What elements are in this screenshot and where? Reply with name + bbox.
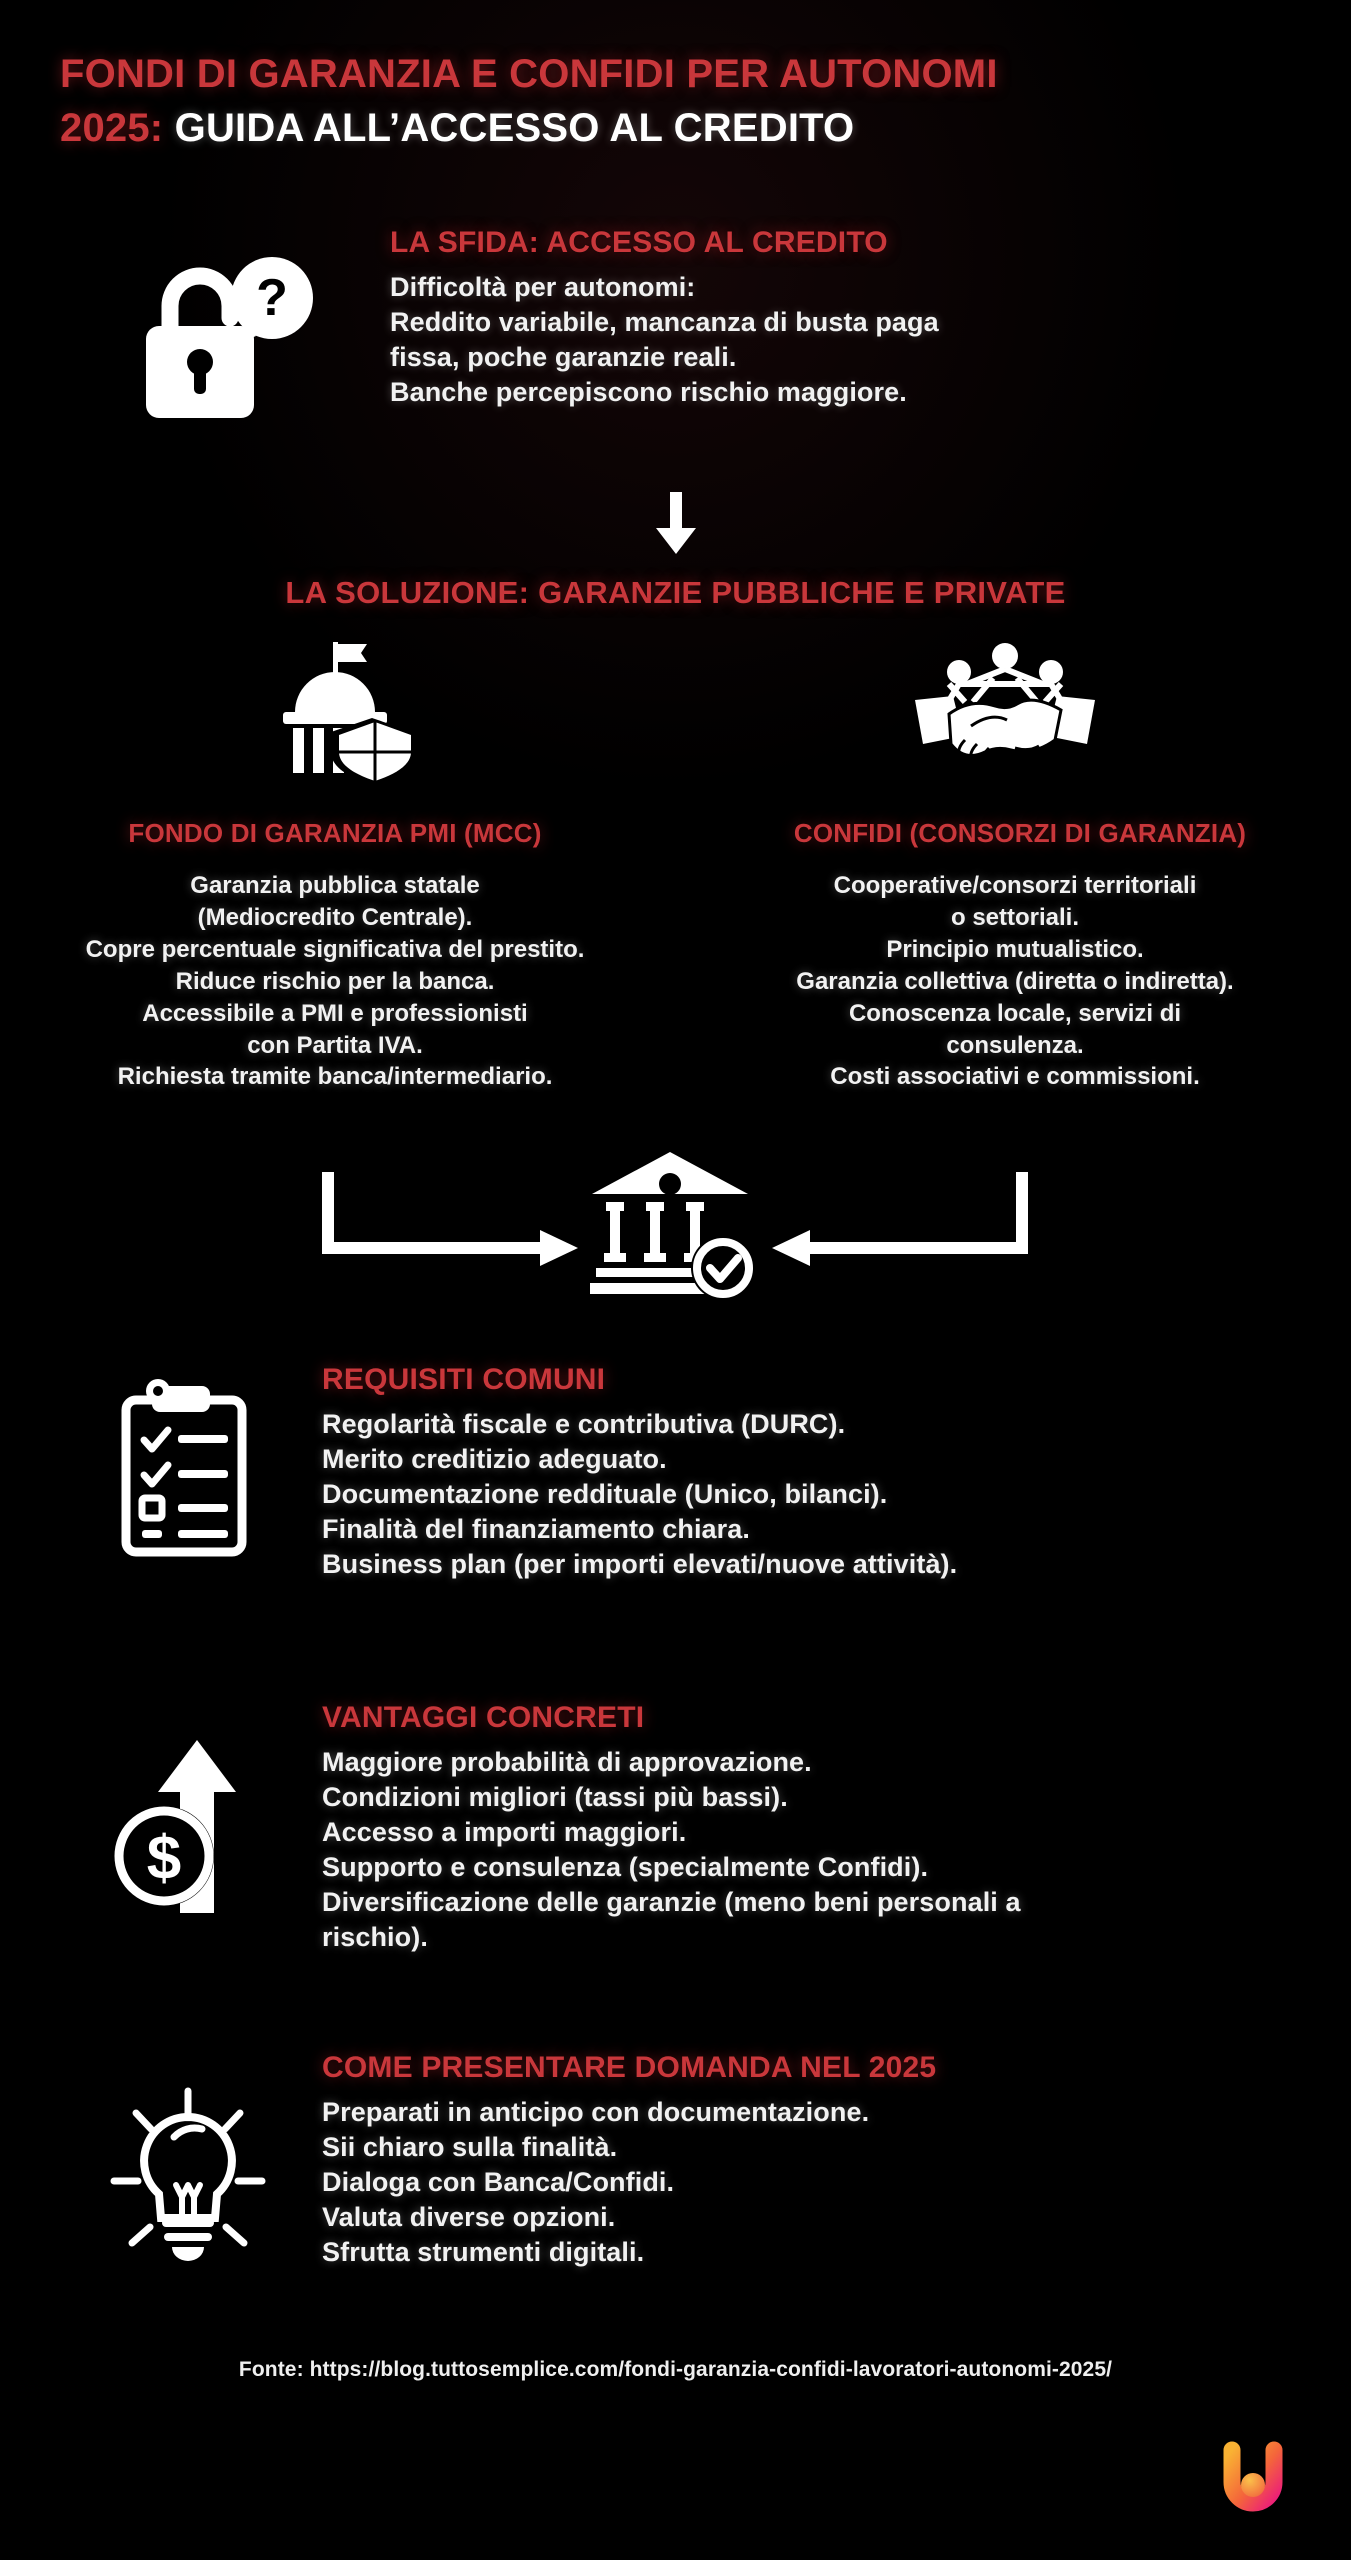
column-heading-fondo: FONDO DI GARANZIA PMI (MCC) bbox=[128, 818, 542, 848]
challenge-line: Reddito variabile, mancanza di busta paga bbox=[390, 307, 939, 338]
come-presentare-lines bbox=[322, 2095, 1322, 2270]
fondo-line: (Mediocredito Centrale). bbox=[197, 903, 473, 931]
confidi-line: o settoriali. bbox=[950, 903, 1080, 931]
arrow-left-elbow-icon bbox=[772, 1172, 1022, 1266]
challenge-heading: LA SFIDA: ACCESSO AL CREDITO bbox=[390, 226, 888, 259]
vantaggi-line: Diversificazione delle garanzie (meno beni personali a bbox=[322, 1887, 1021, 1918]
government-shield-icon bbox=[255, 640, 445, 775]
fondo-line: Garanzia pubblica statale bbox=[190, 872, 480, 899]
handshake-network-icon bbox=[905, 640, 1105, 775]
vantaggi-line: Supporto e consulenza (specialmente Confidi). bbox=[322, 1852, 929, 1883]
challenge-line: Banche percepiscono rischio maggiore. bbox=[390, 377, 907, 408]
title-year: 2025: bbox=[60, 106, 164, 150]
arrow-down-icon bbox=[650, 492, 702, 554]
requisiti-line: Merito creditizio adeguato. bbox=[322, 1444, 667, 1475]
fondo-line: Richiesta tramite banca/intermediario. bbox=[117, 1063, 553, 1091]
fondo-line: Accessibile a PMI e professionisti bbox=[142, 999, 528, 1027]
requisiti-line: Business plan (per importi elevati/nuove attività). bbox=[322, 1549, 958, 1580]
vantaggi-line: Maggiore probabilità di approvazione. bbox=[322, 1747, 812, 1777]
confidi-line: consulenza. bbox=[946, 1031, 1084, 1059]
page-title bbox=[60, 48, 1300, 154]
vantaggi-text-block bbox=[322, 1700, 1322, 1956]
title-subtitle: GUIDA ALL’ACCESSO AL CREDITO bbox=[174, 106, 855, 150]
column-body-confidi bbox=[685, 870, 1345, 1093]
title-line-1: FONDI DI GARANZIA E CONFIDI PER AUTONOMI bbox=[60, 52, 998, 96]
u-brand-logo-icon bbox=[1218, 2438, 1288, 2516]
vantaggi-line: Accesso a importi maggiori. bbox=[322, 1817, 687, 1848]
requisiti-heading: REQUISITI COMUNI bbox=[322, 1363, 606, 1396]
come-line: Dialoga con Banca/Confidi. bbox=[322, 2167, 675, 2198]
challenge-text-block bbox=[390, 225, 1150, 410]
solution-heading: LA SOLUZIONE: GARANZIE PUBBLICHE E PRIVATE bbox=[285, 575, 1066, 610]
vantaggi-heading: VANTAGGI CONCRETI bbox=[322, 1701, 645, 1734]
column-body-fondo bbox=[0, 870, 670, 1093]
source-footer: Fonte: https://blog.tuttosemplice.com/fondi-garanzia-confidi-lavoratori-autonomi-2025/ bbox=[238, 2358, 1113, 2381]
confidi-line: Costi associativi e commissioni. bbox=[830, 1063, 1200, 1091]
come-line: Sii chiaro sulla finalità. bbox=[322, 2132, 618, 2163]
requisiti-text-block bbox=[322, 1362, 1302, 1582]
come-presentare-heading: COME PRESENTARE DOMANDA NEL 2025 bbox=[322, 2051, 937, 2084]
come-line: Sfrutta strumenti digitali. bbox=[322, 2237, 645, 2268]
column-heading-confidi: CONFIDI (CONSORZI DI GARANZIA) bbox=[793, 818, 1247, 848]
confidi-line: Principio mutualistico. bbox=[886, 935, 1144, 963]
vantaggi-lines bbox=[322, 1745, 1322, 1956]
dollar-arrow-up-icon bbox=[108, 1738, 268, 1913]
svg-text:?: ? bbox=[256, 269, 288, 327]
fondo-line: Riduce rischio per la banca. bbox=[175, 967, 495, 995]
come-presentare-text-block bbox=[322, 2050, 1322, 2270]
challenge-line: Difficoltà per autonomi: bbox=[390, 272, 696, 302]
vantaggi-line: Condizioni migliori (tassi più bassi). bbox=[322, 1782, 788, 1813]
fondo-line: con Partita IVA. bbox=[247, 1031, 423, 1059]
requisiti-line: Finalità del finanziamento chiara. bbox=[322, 1514, 750, 1545]
come-line: Valuta diverse opzioni. bbox=[322, 2202, 616, 2233]
clipboard-checklist-icon bbox=[118, 1380, 258, 1560]
section-challenge bbox=[0, 225, 1351, 490]
title-line-2 bbox=[60, 102, 1300, 154]
requisiti-line: Documentazione reddituale (Unico, bilanci). bbox=[322, 1479, 888, 1510]
come-line: Preparati in anticipo con documentazione. bbox=[322, 2097, 870, 2127]
challenge-lines bbox=[390, 270, 1150, 410]
padlock-question-icon bbox=[132, 250, 322, 430]
bank-check-icon bbox=[590, 1150, 760, 1305]
vantaggi-line: rischio). bbox=[322, 1922, 428, 1953]
requisiti-line: Regolarità fiscale e contributiva (DURC). bbox=[322, 1409, 846, 1439]
lightbulb-icon bbox=[110, 2085, 265, 2270]
fondo-line: Copre percentuale significativa del prestito. bbox=[85, 935, 585, 963]
confidi-line: Garanzia collettiva (diretta o indiretta). bbox=[796, 967, 1234, 995]
confidi-line: Conoscenza locale, servizi di bbox=[848, 999, 1182, 1027]
svg-text:$: $ bbox=[146, 1824, 182, 1893]
challenge-line: fissa, poche garanzie reali. bbox=[390, 342, 737, 373]
requisiti-lines bbox=[322, 1407, 1302, 1582]
arrow-right-elbow-icon bbox=[328, 1172, 578, 1266]
confidi-line: Cooperative/consorzi territoriali bbox=[833, 872, 1197, 899]
